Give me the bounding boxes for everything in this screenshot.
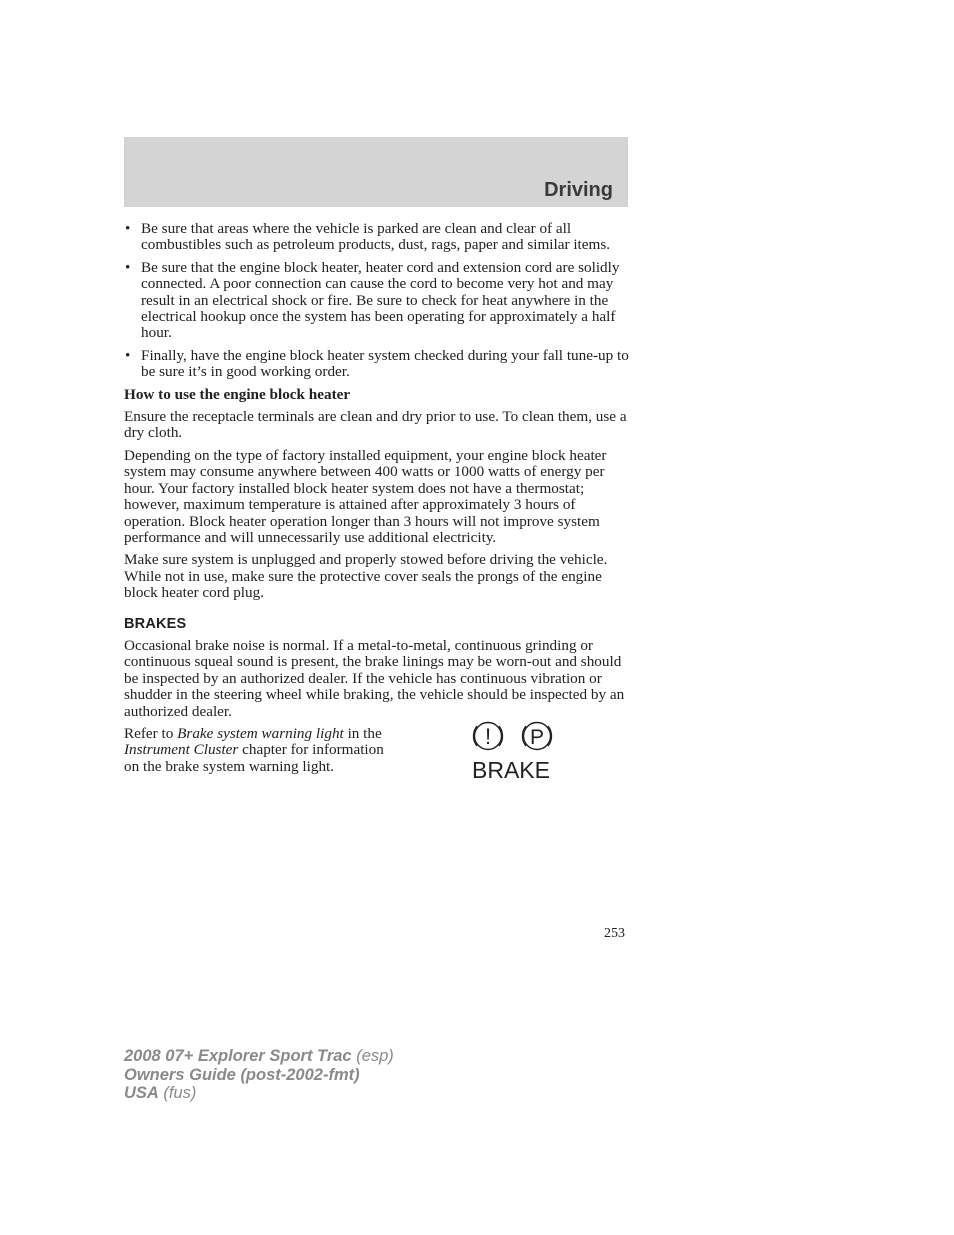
footer-vehicle: 2008 07+ Explorer Sport Trac (124, 1047, 352, 1065)
bullet-item: • Finally, have the engine block heater system checked during your fall tune-up to be sure it’s in good working order. (124, 348, 630, 381)
document-footer (124, 1047, 394, 1103)
refer-instrument-cluster: Instrument Cluster (124, 741, 239, 759)
how-to-heading: How to use the engine block heater (124, 385, 351, 403)
page-number: 253 (604, 926, 625, 941)
section-title: Driving (544, 179, 613, 201)
safety-bullet-list (124, 221, 630, 381)
brakes-paragraph: Occasional brake noise is normal. If a metal-to-metal, continuous grinding or continuous squeal sound is present, the brake linings may be worn-out and should be inspected by an authorized dealer. If the vehicle has continuous vibration or shudder in the steering wheel while braking, the vehicle should be inspected by an authorized dealer. (124, 636, 625, 720)
footer-market-code: (fus) (158, 1084, 197, 1102)
exclaim-glyph: ! (484, 723, 492, 749)
footer-line-2 (124, 1066, 394, 1085)
bullet-item: • Be sure that the engine block heater, heater cord and extension cord are solidly connected. A poor connection can cause the cord to become very hot and may result in an electrical shock or fire. Be sure to check for heat anywhere in the electrical hookup once the system has been operating for approximately a half hour. (124, 260, 630, 342)
footer-line-3 (124, 1084, 394, 1103)
park-glyph: P (529, 725, 545, 749)
how-to-paragraph: Ensure the receptacle terminals are clean and dry prior to use. To clean them, use a dry cloth. (124, 408, 627, 442)
footer-market: USA (124, 1084, 159, 1102)
refer-suffix: chapter for information on the brake system warning light. (124, 741, 384, 775)
footer-guide: Owners Guide (post-2002-fmt) (124, 1065, 360, 1084)
brake-reference-text (124, 726, 384, 775)
brake-label: BRAKE (472, 756, 550, 782)
brakes-heading: BRAKES (124, 615, 187, 632)
refer-brake-warning-light: Brake system warning light (177, 724, 344, 742)
footer-line-1 (124, 1047, 394, 1066)
refer-middle: in the (343, 724, 382, 742)
page-content (124, 220, 630, 782)
how-to-paragraph: Make sure system is unplugged and properly stowed before driving the vehicle. While not in use, make sure the protective cover seals the prongs of the engine block heater cord plug. (124, 551, 608, 602)
refer-prefix: Refer to (124, 724, 178, 742)
brake-reference (124, 723, 630, 782)
brake-warning-icon (464, 720, 558, 782)
how-to-paragraph: Depending on the type of factory installed equipment, your engine block heater system may consume anywhere between 400 watts or 1000 watts of energy per hour. Your factory installed block heater system does not have a thermostat; however, maximum temperature is attained after approximately 3 hours of operation. Block heater operation longer than 3 hours will not improve system performance and will unnecessarily use additional electricity. (124, 446, 607, 546)
header-band (124, 137, 628, 207)
bullet-item: • Be sure that areas where the vehicle is parked are clean and clear of all combustibles such as petroleum products, dust, rags, paper and similar items. (124, 221, 630, 254)
footer-vehicle-code: (esp) (351, 1047, 394, 1065)
